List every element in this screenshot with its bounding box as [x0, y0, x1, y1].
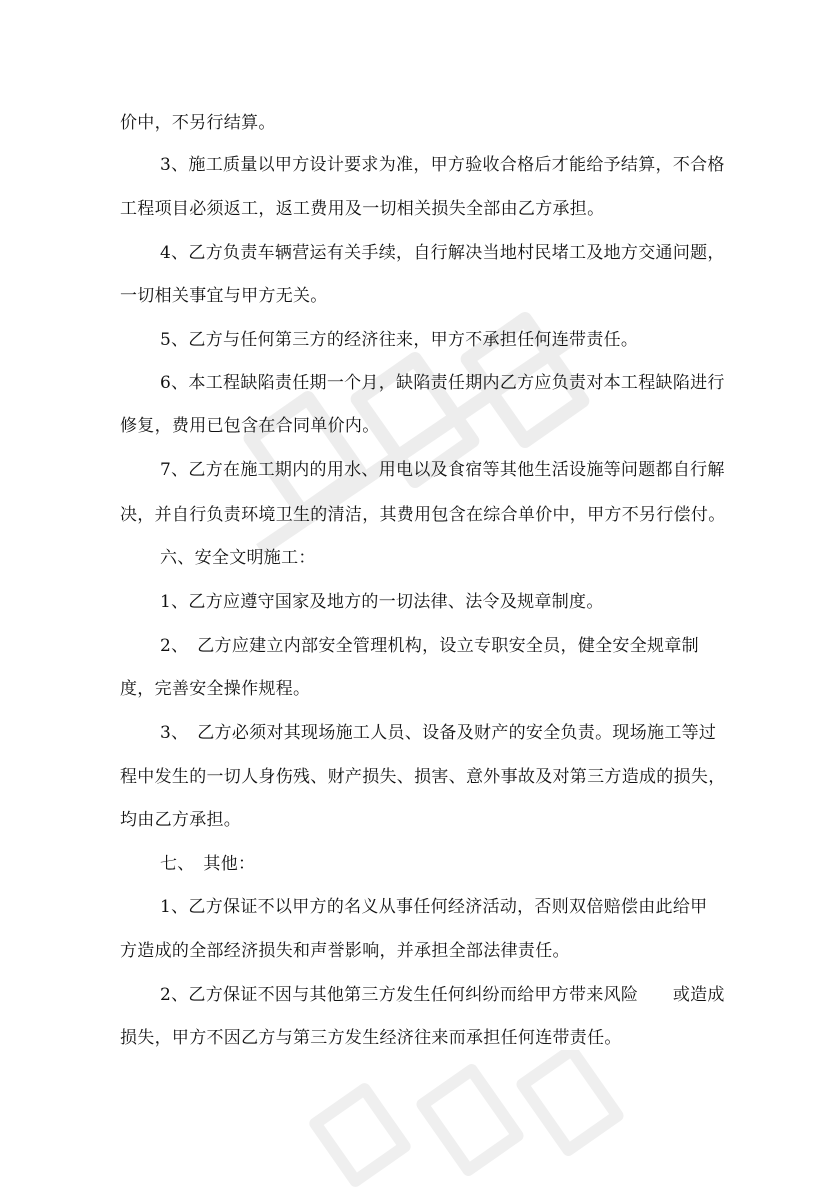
- text-line: 决，并自行负责环境卫生的清洁，其费用包含在综合单价中，甲方不另行偿付。: [120, 505, 726, 525]
- other-clause-2: 2、乙方保证不因与其他第三方发生任何纠纷而给甲方带来风险 或造成: [160, 985, 725, 1005]
- clause-5: 5、乙方与任何第三方的经济往来，甲方不承担任何连带责任。: [160, 330, 639, 350]
- text-line: 工程项目必须返工，返工费用及一切相关损失全部由乙方承担。: [120, 199, 605, 219]
- clause-3: 3、施工质量以甲方设计要求为准，甲方验收合格后才能给予结算，不合格: [160, 155, 725, 175]
- text-line: 程中发生的一切人身伤残、财产损失、损害、意外事故及对第三方造成的损失，: [120, 767, 726, 787]
- safety-clause-2: 2、 乙方应建立内部安全管理机构，设立专职安全员，健全安全规章制: [160, 636, 699, 656]
- section-heading-7: 七、 其他：: [160, 854, 256, 874]
- section-heading-6: 六、安全文明施工：: [160, 548, 316, 568]
- text-line: 一切相关事宜与甲方无关。: [120, 286, 328, 306]
- watermark-logo-bottom: [270, 1050, 630, 1190]
- text-line: 均由乙方承担。: [120, 810, 242, 830]
- text-line: 方造成的全部经济损失和声誉影响，并承担全部法律责任。: [120, 941, 570, 961]
- text-line: 损失，甲方不因乙方与第三方发生经济往来而承担任何连带责任。: [120, 1028, 622, 1048]
- other-clause-1: 1、乙方保证不以甲方的名义从事任何经济活动，否则双倍赔偿由此给甲: [160, 897, 708, 917]
- clause-7: 7、乙方在施工期内的用水、用电以及食宿等其他生活设施等问题都自行解: [160, 460, 725, 480]
- text-line: 修复，费用已包含在合同单价内。: [120, 416, 380, 436]
- clause-6: 6、本工程缺陷责任期一个月，缺陷责任期内乙方应负责对本工程缺陷进行: [160, 373, 725, 393]
- safety-clause-1: 1、乙方应遵守国家及地方的一切法律、法令及规章制度。: [160, 592, 604, 612]
- clause-4: 4、乙方负责车辆营运有关手续，自行解决当地村民堵工及地方交通问题，: [160, 243, 725, 263]
- text-line: 度，完善安全操作规程。: [120, 679, 311, 699]
- safety-clause-3: 3、 乙方必须对其现场施工人员、设备及财产的安全负责。现场施工等过: [160, 723, 717, 743]
- text-line: 价中，不另行结算。: [120, 113, 276, 133]
